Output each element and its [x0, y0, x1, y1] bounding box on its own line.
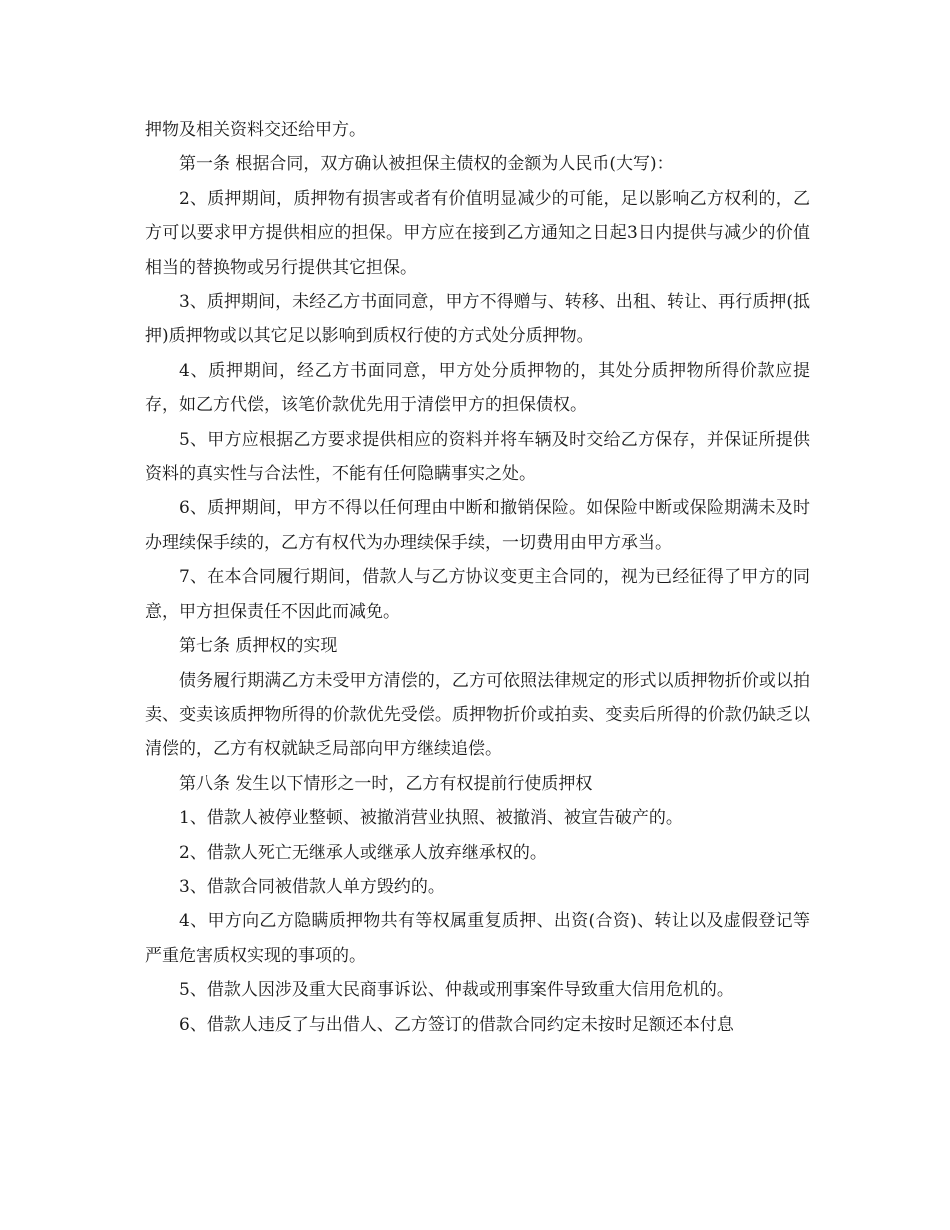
paragraph-clause-5: 5、甲方应根据乙方要求提供相应的资料并将车辆及时交给乙方保存，并保证所提供资料的真实性与合法性，不能有任何隐瞒事实之处。 — [145, 429, 810, 485]
paragraph-article-8-item-3: 3、借款合同被借款人单方毁约的。 — [179, 876, 445, 897]
paragraph-article-1: 第一条 根据合同，双方确认被担保主债权的金额为人民币(大写)： — [179, 154, 674, 175]
paragraph-article-8-item-1: 1、借款人被停业整顿、被撤消营业执照、被撤消、被宣告破产的。 — [179, 808, 683, 829]
paragraph-article-8-item-4: 4、甲方向乙方隐瞒质押物共有等权属重复质押、出资(合资)、转让以及虚假登记等严重危害质权实现的事项的。 — [145, 911, 810, 966]
paragraph-article-8-item-6: 6、借款人违反了与出借人、乙方签订的借款合同约定未按时足额还本付息 — [179, 1014, 734, 1035]
paragraph-clause-7: 7、在本合同履行期间，借款人与乙方协议变更主合同的，视为已经征得了甲方的同意，甲方担保责任不因此而减免。 — [145, 567, 810, 622]
paragraph-clause-2: 2、质押期间，质押物有损害或者有价值明显减少的可能，足以影响乙方权利的，乙方可以要求甲方提供相应的担保。甲方应在接到乙方通知之日起3日内提供与减少的价值相当的替换物或另行提供其它担保。 — [145, 188, 810, 278]
document-body — [145, 113, 810, 1042]
paragraph-clause-6: 6、质押期间，甲方不得以任何理由中断和撤销保险。如保险中断或保险期满未及时办理续保手续的，乙方有权代为办理续保手续，一切费用由甲方承当。 — [145, 498, 810, 553]
heading-article-8: 第八条 发生以下情形之一时，乙方有权提前行使质押权 — [179, 773, 593, 794]
paragraph-article-8-item-2: 2、借款人死亡无继承人或继承人放弃继承权的。 — [179, 842, 547, 863]
paragraph-clause-3: 3、质押期间，未经乙方书面同意，甲方不得赠与、转移、出租、转让、再行质押(抵押)质押物或以其它足以影响到质权行使的方式处分质押物。 — [145, 292, 810, 347]
paragraph-continuation: 押物及相关资料交还给甲方。 — [145, 120, 366, 140]
paragraph-clause-4: 4、质押期间，经乙方书面同意，甲方处分质押物的，其处分质押物所得价款应提存，如乙方代偿，该笔价款优先用于清偿甲方的担保债权。 — [145, 360, 810, 416]
heading-article-7: 第七条 质押权的实现 — [179, 636, 338, 657]
paragraph-article-7-body: 债务履行期满乙方未受甲方清偿的，乙方可依照法律规定的形式以质押物折价或以拍卖、变卖该质押物所得的价款优先受偿。质押物折价或拍卖、变卖后所得的价款仍缺乏以清偿的，乙方有权就缺乏局部向甲方继续追偿。 — [145, 670, 810, 760]
paragraph-article-8-item-5: 5、借款人因涉及重大民商事诉讼、仲裁或刑事案件导致重大信用危机的。 — [179, 980, 734, 1001]
